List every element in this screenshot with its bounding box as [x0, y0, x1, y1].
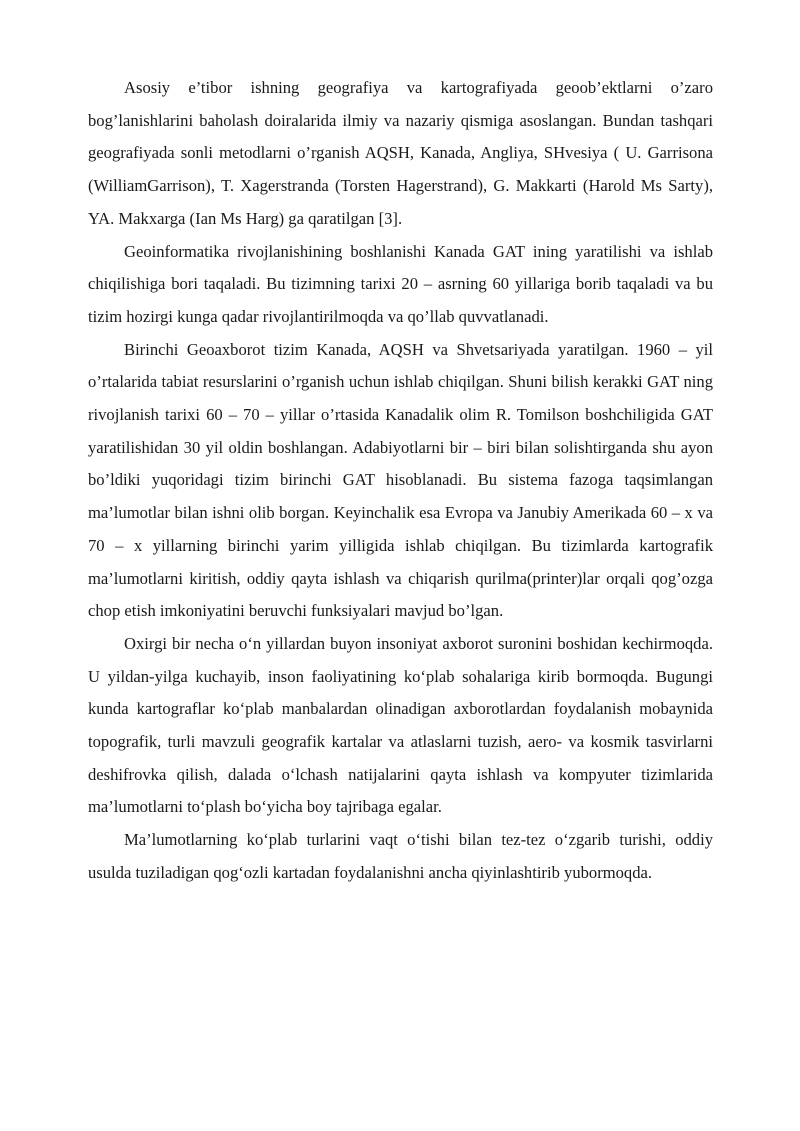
paragraph: Geoinformatika rivojlanishining boshlanishi Kanada GAT ining yaratilishi va ishlab chiqilishiga bori taqaladi. Bu tizimning tarixi 20 – asrning 60 yillariga borib taqaladi va bu tizim hozirgi kunga qadar rivojlantirilmoqda va qo’llab quvvatlanadi. — [88, 241, 713, 326]
paragraph: Asosiy e’tibor ishning geografiya va kartografiyada geoob’ektlarni o’zaro bog’lanishlarini baholash doiralarida ilmiy va nazariy qismiga asoslangan. Bundan tashqari geografiyada sonli metodlarni o’rganish AQSH, Kanada, Angliya, SHvesiya ( U. Garrisona (WilliamGarrison), T. Xagerstranda (Torsten Hagerstrand), G. Makkarti (Harold Ms Sarty), YA. Makxarga (Ian Ms Harg) ga qaratilgan [3]. — [88, 78, 713, 228]
paragraph: Oxirgi bir necha o‘n yillardan buyon insoniyat axborot suronini boshidan kechirmoqda. U yildan-yilga kuchayib, inson faoliyatining ko‘plab sohalariga kirib bormoqda. Bugungi kunda kartograflar ko‘plab manbalardan olinadigan axborotlardan foydalanish mobaynida topografik, turli mavzuli geografik kartalar va atlaslarni tuzish, aero- va kosmik tasvirlarni deshifrovka qilish, dalada o‘lchash natijalarini qayta ishlash va kompyuter tizimlarida ma’lumotlarni to‘plash bo‘yicha boy tajribaga egalar. — [88, 633, 713, 817]
body-text — [88, 72, 713, 890]
paragraph: Birinchi Geoaxborot tizim Kanada, AQSH va Shvetsariyada yaratilgan. 1960 – yil o’rtalarida tabiat resurslarini o’rganish uchun ishlab chiqilgan. Shuni bilish kerakki GAT ning rivojlanish tarixi 60 – 70 – yillar o’rtasida Kanadalik olim R. Tomilson boshchiligida GAT yaratilishidan 30 yil oldin boshlangan. Adabiyotlarni bir – biri bilan solishtirganda shu ayon bo’ldiki yuqoridagi tizim birinchi GAT hisoblanadi. Bu sistema fazoga taqsimlangan ma’lumotlar bilan ishni olib borgan. Keyinchalik esa Evropa va Janubiy Amerikada 60 – x va 70 – x yillarning birinchi yarim yilligida ishlab chiqilgan. Bu tizimlarda kartografik ma’lumotlarni kiritish, oddiy qayta ishlash va chiqarish qurilma(printer)lar orqali qog’ozga chop etish imkoniyatini beruvchi funksiyalari mavjud bo’lgan. — [88, 339, 713, 621]
paragraph: Ma’lumotlarning ko‘plab turlarini vaqt o‘tishi bilan tez-tez o‘zgarib turishi, oddiy usulda tuziladigan qog‘ozli kartadan foydalanishni ancha qiyinlashtirib yubormoqda. — [88, 830, 713, 882]
